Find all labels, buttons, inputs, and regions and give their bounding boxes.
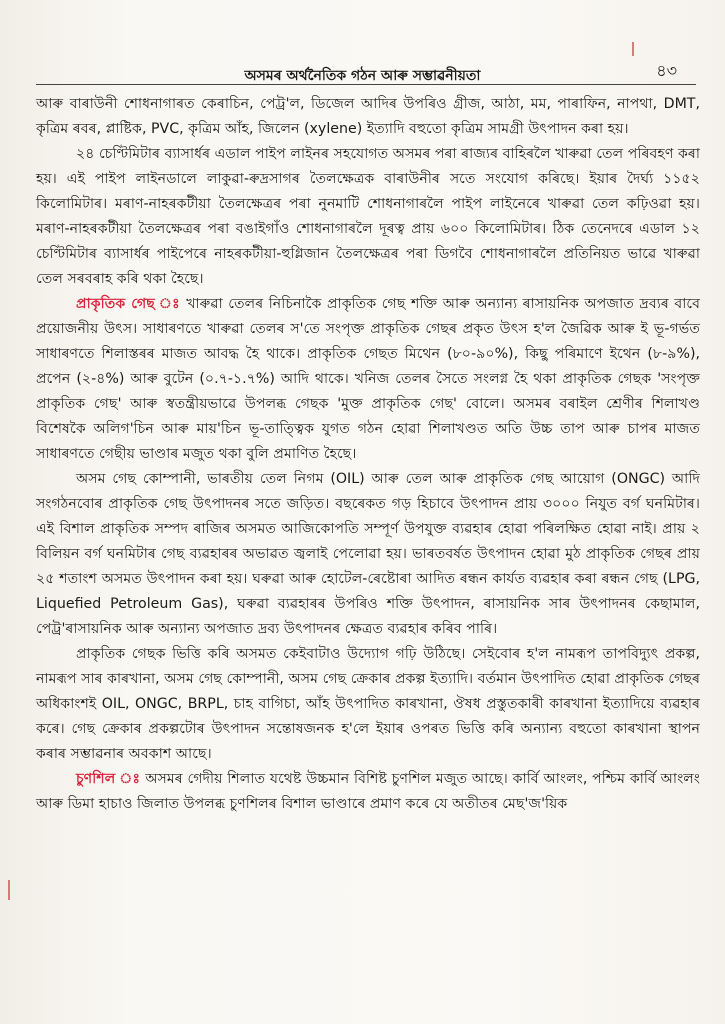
paragraph-text: আৰু বাৰাউনী শোধনাগাৰত কেৰাচিন, পেট্ৰ'ল, ডিজেল আদিৰ উপৰিও গ্ৰীজ, আঠা, মম, পাৰাফিন, নাপথা, DMT, কৃত্ৰিম ৰবৰ, প্লাষ্টিক, PVC, কৃত্ৰিম আঁহ, জিলেন (xylene) ইত্যাদি বহুতো কৃত্ৰিম সামগ্ৰী উৎপাদন কৰা হয়। bbox=[36, 96, 700, 137]
paragraph bbox=[36, 142, 700, 292]
page-number: ৪৩ bbox=[656, 61, 677, 80]
red-ink-mark bbox=[632, 42, 634, 56]
header-divider bbox=[36, 84, 696, 85]
paragraph bbox=[36, 292, 700, 467]
paragraph bbox=[36, 92, 700, 142]
margin-ink-mark bbox=[8, 880, 10, 900]
paragraph bbox=[36, 467, 700, 642]
body-text bbox=[36, 92, 700, 817]
paragraph-text: প্ৰাকৃতিক গেছক ভিত্তি কৰি অসমত কেইবাটাও উদ্যোগ গঢ়ি উঠিছে। সেইবোৰ হ'ল নামৰূপ তাপবিদ্যুৎ প্ৰকল্প, নামৰূপ সাৰ কাৰখানা, অসম গেছ কোম্পানী, অসম গেছ ক্ৰেকাৰ প্ৰকল্প ইত্যাদি। বৰ্তমান উৎপাদিত হোৱা প্ৰাকৃতিক গেছৰ অধিকাংশই OIL, ONGC, BRPL, চাহ বাগিচা, আঁহ উৎপাদিত কাৰখানা, ঔষধ প্ৰস্তুতকাৰী কাৰখানা ইত্যাদিয়ে ব্যৱহাৰ কৰে। গেছ ক্ৰেকাৰ প্ৰকল্পটোৰ উৎপাদন সন্তোষজনক হ'লে ইয়াৰ ওপৰত ভিত্তি কৰি অন্যান্য বহুতো কাৰখানা স্থাপন কৰাৰ সম্ভাৱনাৰ অবকাশ আছে। bbox=[36, 646, 700, 762]
section-heading-natural-gas: প্ৰাকৃতিক গেছ ঃ bbox=[76, 296, 181, 312]
section-heading-limestone: চুণশিল ঃ bbox=[76, 771, 141, 787]
paragraph-text: অসমৰ গেদীয় শিলাত যথেষ্ট উচ্চমান বিশিষ্ট চুণশিল মজুত আছে। কাৰ্বি আংলং, পশ্চিম কাৰ্বি আংলং আৰু ডিমা হাচাও জিলাত উপলব্ধ চুণশিলৰ বিশাল ভাণ্ডাৰে প্ৰমাণ কৰে যে অতীতৰ মেছ'জ'য়িক bbox=[36, 771, 700, 812]
paragraph bbox=[36, 642, 700, 767]
paragraph-text: ২৪ চেণ্টিমিটাৰ ব্যাসাৰ্ধৰ এডাল পাইপ লাইনৰ সহযোগত অসমৰ পৰা ৰাজ্যৰ বাহিৰলৈ খাৰুৱা তেল পৰিবহণ কৰা হয়। এই পাইপ লাইনডালে লাকুৱা-ৰুদ্ৰসাগৰ তৈলক্ষেত্ৰক বাৰাউনীৰ সতে সংযোগ কৰিছে। ইয়াৰ দৈৰ্ঘ্য ১১৫২ কিলোমিটাৰ। মৰাণ-নাহৰকটীয়া তৈলক্ষেত্ৰৰ পৰা নুনমাটি শোধনাগাৰলৈ পাইপ লাইনেৰে খাৰুৱা তেল কঢ়িওৱা হয়। মৰাণ-নাহৰকটীয়া তৈলক্ষেত্ৰৰ পৰা বঙাইগাঁও শোধনাগাৰলৈ দূৰত্ব প্ৰায় ৬০০ কিলোমিটাৰ। ঠিক তেনেদৰে এডাল ১২ চেণ্টিমিটাৰ ব্যাসাৰ্ধৰ পাইপেৰে নাহৰকটীয়া-হুগ্লিজান তৈলক্ষেত্ৰৰ পৰা ডিগবৈ শোধনাগাৰলৈ প্ৰতিনিয়ত ভাৱে খাৰুৱা তেল সৰবৰাহ কৰি থকা হৈছে। bbox=[36, 146, 700, 287]
running-title: অসমৰ অৰ্থনৈতিক গঠন আৰু সম্ভাৱনীয়তা bbox=[244, 68, 481, 84]
paragraph-text: অসম গেছ কোম্পানী, ভাৰতীয় তেল নিগম (OIL) আৰু তেল আৰু প্ৰাকৃতিক গেছ আয়োগ (ONGC) আদি সংগঠনবোৰ প্ৰাকৃতিক গেছ উৎপাদনৰ সতে জড়িত। বছৰেকত গড় হিচাবে উৎপাদন প্ৰায় ৩০০০ নিযুত বৰ্গ ঘনমিটাৰ। এই বিশাল প্ৰাকৃতিক সম্পদ ৰাজিৰ অসমত আজিকোপতি সম্পূৰ্ণ উপযুক্ত ব্যৱহাৰ হোৱা পৰিলক্ষিত হোৱা নাই। প্ৰায় ২ বিলিয়ন বৰ্গ ঘনমিটাৰ গেছ ব্যৱহাৰৰ অভাৱত জ্বলাই পেলোৱা হয়। ভাৰতবৰ্ষত উৎপাদন হোৱা মুঠ প্ৰাকৃতিক গেছৰ প্ৰায় ২৫ শতাংশ অসমত উৎপাদন কৰা হয়। ঘৰুৱা আৰু হোটেল-ৰেষ্টোৰা আদিত ৰন্ধন কাৰ্যত ব্যৱহাৰ কৰা ৰন্ধন গেছ (LPG, Liquefied Petroleum Gas), ঘৰুৱা ব্যৱহাৰৰ উপৰিও শক্তি উৎপাদন, ৰাসায়নিক সাৰ উৎপাদনৰ কেছামাল, পেট্ৰ'ৰাসায়নিক আৰু অন্যান্য অপজাত দ্ৰব্য উৎপাদনৰ ক্ষেত্ৰত ব্যৱহাৰ কৰিব পাৰি। bbox=[36, 471, 700, 637]
paragraph bbox=[36, 767, 700, 817]
paragraph-text: খাৰুৱা তেলৰ নিচিনাকৈ প্ৰাকৃতিক গেছ শক্তি আৰু অন্যান্য ৰাসায়নিক অপজাত দ্ৰব্যৰ বাবে প্ৰয়োজনীয় উৎস। সাধাৰণতে খাৰুৱা তেলৰ স'তে সংপৃক্ত প্ৰাকৃতিক গেছৰ প্ৰকৃত উৎস হ'ল জৈৱিক আৰু ই ভূ-গৰ্ভত সাধাৰণতে শিলাস্তৰৰ মাজত আবদ্ধ হৈ থাকে। প্ৰাকৃতিক গেছত মিথেন (৮০-৯০%), কিছু পৰিমাণে ইথেন (৮-৯%), প্ৰপেন (২-৪%) আৰু বুটেন (০.৭-১.৭%) আদি থাকে। খনিজ তেলৰ সৈতে সংলগ্ন হৈ থকা প্ৰাকৃতিক গেছক 'সংপৃক্ত প্ৰাকৃতিক গেছ' আৰু স্বতন্ত্ৰীয়ভাৱে উপলব্ধ গেছক 'মুক্ত প্ৰাকৃতিক গেছ' বোলে। অসমৰ বৰাইল শ্ৰেণীৰ শিলাখণ্ড বিশেষকৈ অলিগ'চিন আৰু মায়'চিন ভূ-তাত্ত্বিক যুগত গঠন হোৱা শিলাখণ্ডত অতি উচ্চ তাপ আৰু চাপৰ মাজত সাধাৰণতে গেছীয় ভাণ্ডাৰ মজুত থকা বুলি প্ৰমাণিত হৈছে। bbox=[36, 296, 700, 462]
